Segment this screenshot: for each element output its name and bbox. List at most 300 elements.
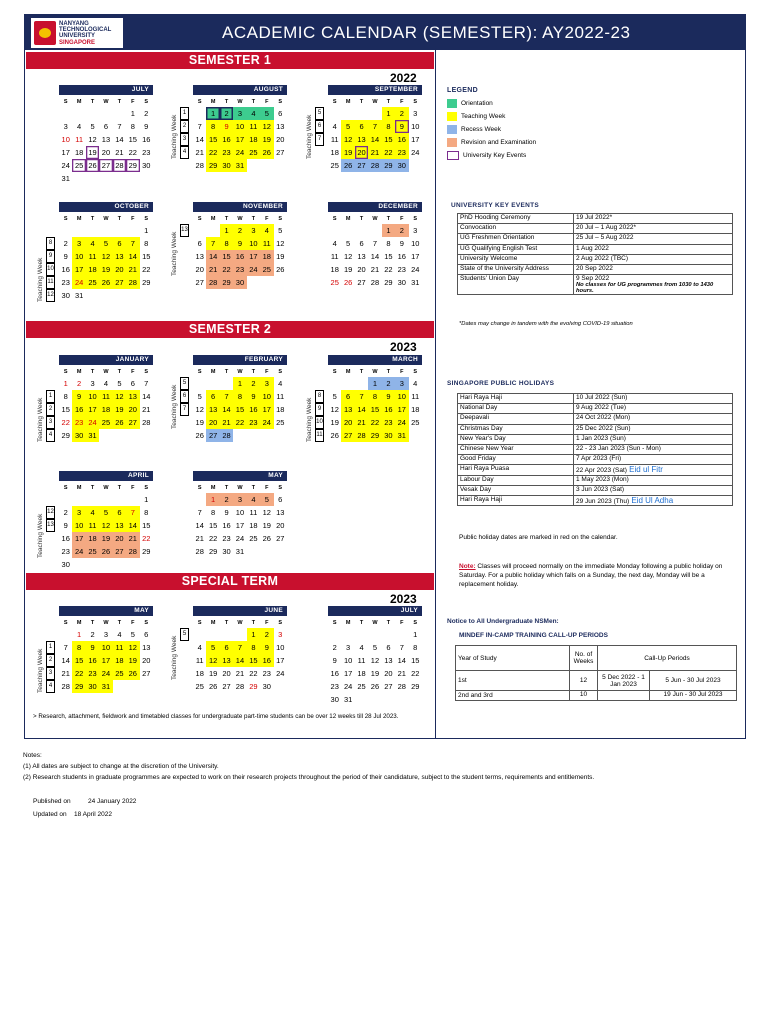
note-1: (1) All dates are subject to change at the discretion of the University. xyxy=(23,763,219,770)
month-header: JUNE xyxy=(193,606,287,616)
weekday-label: F xyxy=(131,620,135,626)
day-cell: 8 xyxy=(386,239,391,248)
day-cell: 1 xyxy=(130,109,135,118)
day-cell: 9 xyxy=(220,120,233,133)
day-cell: 20 xyxy=(276,135,285,144)
day-cell: 10 xyxy=(72,519,85,532)
day-cell: 17 xyxy=(61,148,70,157)
holiday-name: Deepavali xyxy=(458,414,574,424)
ns-header-periods: Call-Up Periods xyxy=(598,646,737,671)
day-cell: 2 xyxy=(247,377,260,390)
weekday-label: W xyxy=(103,620,109,626)
weekday-label: S xyxy=(63,216,68,222)
day-cell: 28 xyxy=(355,429,368,442)
empty-cell xyxy=(355,107,368,120)
day-cell: 6 xyxy=(144,630,149,639)
weekday-row xyxy=(193,618,287,628)
day-cell: 14 xyxy=(370,252,380,261)
day-cell: 25 xyxy=(260,263,273,276)
day-cell: 20 xyxy=(142,656,151,665)
day-cell: 7 xyxy=(220,390,233,403)
day-cell: 12 xyxy=(99,519,112,532)
day-cell: 18 xyxy=(99,403,112,416)
day-cell: 8 xyxy=(144,239,149,248)
holiday-row xyxy=(458,485,733,495)
day-cell: 29 xyxy=(208,547,218,556)
day-cell: 6 xyxy=(359,239,364,248)
day-cells xyxy=(193,107,287,172)
weekday-label: T xyxy=(386,369,391,375)
empty-cell xyxy=(368,628,381,641)
notes-title: Notes: xyxy=(23,752,42,759)
empty-cell xyxy=(355,628,368,641)
weekday-label: T xyxy=(359,216,364,222)
day-cell: 2 xyxy=(220,107,233,120)
ns-table xyxy=(455,645,737,701)
ns-header-weeks: No. of Weeks xyxy=(570,646,598,671)
day-cell: 25 xyxy=(86,276,99,289)
day-cell: 26 xyxy=(341,159,354,172)
weekday-label: T xyxy=(90,369,95,375)
day-cell: 22 xyxy=(249,669,258,678)
day-cell: 27 xyxy=(206,429,219,442)
key-event-row xyxy=(458,244,733,254)
day-cell: 23 xyxy=(330,682,339,691)
day-cell: 17 xyxy=(235,521,245,530)
day-cell: 24 xyxy=(235,534,245,543)
day-cell: 4 xyxy=(77,122,82,131)
key-event-date: 20 Jul – 1 Aug 2022* xyxy=(574,224,733,234)
day-cell: 27 xyxy=(99,159,112,172)
day-cell: 13 xyxy=(113,519,126,532)
day-cell: 15 xyxy=(206,133,219,146)
day-cell: 9 xyxy=(395,120,408,133)
empty-cell xyxy=(328,107,341,120)
holidays-note: Public holiday dates are marked in red on the calendar. xyxy=(459,534,618,541)
day-cell: 24 xyxy=(72,276,85,289)
day-cell: 21 xyxy=(61,669,70,678)
day-cell: 15 xyxy=(247,654,260,667)
day-cell: 30 xyxy=(395,159,408,172)
day-cell: 18 xyxy=(86,263,99,276)
day-cell: 1 xyxy=(144,495,149,504)
day-cell: 24 xyxy=(86,416,99,429)
ns-row-1-period-2: 5 Jun - 30 Jul 2023 xyxy=(650,671,737,691)
key-event-name: Students' Union Day xyxy=(458,275,574,295)
teaching-week-number: 2 xyxy=(180,120,189,133)
holiday-alias: Eid Ul Adha xyxy=(629,495,674,505)
day-cell: 14 xyxy=(397,656,406,665)
day-cell: 16 xyxy=(395,133,408,146)
weekday-label: T xyxy=(359,99,364,105)
legend-recess: Recess Week xyxy=(447,125,501,134)
weekday-label: S xyxy=(197,216,202,222)
day-cell: 25 xyxy=(247,146,260,159)
holiday-row xyxy=(458,455,733,465)
key-event-date: 20 Sep 2022 xyxy=(574,264,733,274)
day-cell: 8 xyxy=(382,120,395,133)
teaching-week-column xyxy=(46,237,55,302)
day-cell: 2 xyxy=(395,224,408,237)
day-cell: 13 xyxy=(355,133,368,146)
day-cell: 1 xyxy=(247,628,260,641)
key-event-row xyxy=(458,254,733,264)
day-cell: 18 xyxy=(249,521,258,530)
day-cell: 19 xyxy=(208,669,218,678)
day-cell: 25 xyxy=(276,418,285,427)
weekday-label: W xyxy=(103,99,109,105)
day-cell: 30 xyxy=(397,278,406,287)
day-cell: 4 xyxy=(86,506,99,519)
empty-cell xyxy=(126,224,139,237)
day-cell: 4 xyxy=(332,239,337,248)
weekday-label: T xyxy=(90,99,95,105)
day-cell: 17 xyxy=(72,532,85,545)
day-cell: 6 xyxy=(341,390,354,403)
empty-cell xyxy=(193,224,206,237)
weekday-label: S xyxy=(278,369,283,375)
day-cell: 25 xyxy=(86,545,99,558)
key-event-name: UG Freshmen Orientation xyxy=(458,234,574,244)
day-cell: 9 xyxy=(247,390,260,403)
day-cell: 8 xyxy=(211,508,216,517)
day-cell: 10 xyxy=(276,643,285,652)
day-cell: 6 xyxy=(220,641,233,654)
day-cell: 3 xyxy=(63,122,68,131)
day-cell: 6 xyxy=(355,120,368,133)
day-cell: 1 xyxy=(233,377,246,390)
day-cell: 23 xyxy=(72,416,85,429)
weekday-row xyxy=(328,618,422,628)
day-cells xyxy=(59,377,153,442)
weekday-label: S xyxy=(197,369,202,375)
teaching-week-number: 5 xyxy=(180,377,189,390)
empty-cell xyxy=(113,493,126,506)
weekday-label: T xyxy=(251,620,256,626)
teaching-week-number: 12 xyxy=(46,506,55,519)
day-cell: 27 xyxy=(195,278,204,287)
weekday-label: T xyxy=(359,369,364,375)
day-cell: 30 xyxy=(72,429,85,442)
day-cell: 8 xyxy=(130,122,135,131)
empty-cell xyxy=(126,493,139,506)
day-cell: 4 xyxy=(260,224,273,237)
weekday-label: S xyxy=(278,99,283,105)
teaching-week-number: 13 xyxy=(46,519,55,532)
day-cell: 6 xyxy=(130,379,135,388)
day-cells xyxy=(59,107,153,185)
teaching-week-number: 7 xyxy=(315,133,324,146)
day-cell: 19 xyxy=(113,403,126,416)
day-cell: 6 xyxy=(386,643,391,652)
day-cell: 26 xyxy=(260,146,273,159)
day-cell: 5 xyxy=(341,120,354,133)
day-cell: 6 xyxy=(113,237,126,250)
day-cell: 30 xyxy=(86,680,99,693)
day-cell: 1 xyxy=(382,224,395,237)
ns-subtitle: MINDEF IN-CAMP TRAINING CALL-UP PERIODS xyxy=(459,632,608,639)
day-cell: 21 xyxy=(355,416,368,429)
day-cell: 7 xyxy=(368,120,381,133)
day-cell: 5 xyxy=(99,237,112,250)
day-cell: 23 xyxy=(61,278,70,287)
day-cell: 6 xyxy=(206,390,219,403)
year-2022: 2022 xyxy=(390,71,417,85)
day-cell: 11 xyxy=(357,656,366,665)
day-cell: 5 xyxy=(117,379,122,388)
day-cell: 18 xyxy=(86,532,99,545)
weekday-label: S xyxy=(63,485,68,491)
day-cell: 22 xyxy=(142,534,151,543)
day-cell: 2 xyxy=(332,643,337,652)
day-cell: 23 xyxy=(86,667,99,680)
day-cell: 11 xyxy=(247,120,260,133)
empty-cell xyxy=(59,224,72,237)
holiday-date: 25 Dec 2022 (Sun) xyxy=(574,424,733,434)
day-cell: 24 xyxy=(395,416,408,429)
weekday-label: W xyxy=(372,369,378,375)
day-cell: 11 xyxy=(113,641,126,654)
weekday-label: S xyxy=(197,99,202,105)
day-cell: 27 xyxy=(384,682,393,691)
weekday-label: T xyxy=(224,99,229,105)
weekday-label: F xyxy=(131,216,135,222)
day-cell: 12 xyxy=(330,405,339,414)
day-cell: 5 xyxy=(90,122,95,131)
day-cell: 22 xyxy=(411,669,420,678)
teaching-week-number: 1 xyxy=(46,641,55,654)
day-cell: 23 xyxy=(247,416,260,429)
day-cell: 16 xyxy=(382,403,395,416)
day-cell: 19 xyxy=(276,252,285,261)
day-cell: 18 xyxy=(113,654,126,667)
day-cell: 20 xyxy=(126,403,139,416)
weekday-label: T xyxy=(224,485,229,491)
holiday-name: Good Friday xyxy=(458,455,574,465)
day-cell: 7 xyxy=(144,379,149,388)
month-header: MARCH xyxy=(328,355,422,365)
teaching-week-number: 5 xyxy=(315,107,324,120)
day-cell: 23 xyxy=(262,669,271,678)
weekday-label: M xyxy=(76,369,82,375)
month-june xyxy=(193,606,287,693)
weekday-row xyxy=(59,97,153,107)
day-cell: 6 xyxy=(103,122,109,131)
day-cell: 22 xyxy=(384,265,393,274)
holiday-name: Chinese New Year xyxy=(458,444,574,454)
day-cell: 13 xyxy=(384,656,393,665)
day-cell: 28 xyxy=(126,276,139,289)
weekday-label: T xyxy=(386,620,391,626)
holiday-name: Hari Raya Puasa xyxy=(458,465,574,475)
weekday-label: T xyxy=(224,216,229,222)
day-cell: 30 xyxy=(220,159,233,172)
empty-cell xyxy=(206,628,219,641)
empty-cell xyxy=(193,377,206,390)
weekday-label: T xyxy=(117,369,122,375)
holidays-classes-note: Note: Classes will proceed normally on the immediate Monday following a public holiday on Saturday. For a public holiday which falls on a Sunday, the next day, Monday will be a replacement holiday. xyxy=(459,563,723,588)
month-march xyxy=(328,355,422,442)
day-cell: 2 xyxy=(233,224,246,237)
weekday-label: F xyxy=(265,369,269,375)
day-cell: 24 xyxy=(233,146,246,159)
day-cell: 17 xyxy=(395,403,408,416)
weekday-label: F xyxy=(265,485,269,491)
weekday-row xyxy=(328,367,422,377)
day-cell: 16 xyxy=(61,534,70,543)
day-cell: 12 xyxy=(341,133,354,146)
teaching-week-column xyxy=(315,390,324,442)
weekday-label: W xyxy=(103,216,109,222)
day-cell: 3 xyxy=(395,377,408,390)
day-cell: 5 xyxy=(130,630,135,639)
holiday-name: Hari Raya Haji xyxy=(458,394,574,404)
month-july xyxy=(328,606,422,706)
day-cell: 14 xyxy=(142,392,151,401)
day-cell: 17 xyxy=(276,656,285,665)
weekday-label: M xyxy=(76,620,82,626)
day-cell: 7 xyxy=(126,506,139,519)
day-cell: 29 xyxy=(142,278,151,287)
day-cell: 23 xyxy=(382,416,395,429)
day-cell: 4 xyxy=(197,643,202,652)
day-cells xyxy=(193,377,287,442)
key-event-row xyxy=(458,214,733,224)
day-cell: 21 xyxy=(206,263,219,276)
day-cell: 10 xyxy=(72,250,85,263)
day-cell: 7 xyxy=(197,122,202,131)
day-cell: 13 xyxy=(142,643,151,652)
day-cell: 16 xyxy=(222,521,231,530)
union-day-note: No classes for UG programmes from 1030 to 1430 hours. xyxy=(576,282,714,295)
day-cell: 15 xyxy=(72,654,85,667)
day-cell: 12 xyxy=(88,135,97,144)
day-cell: 24 xyxy=(72,545,85,558)
empty-cell xyxy=(220,628,233,641)
day-cell: 4 xyxy=(278,379,283,388)
day-cell: 18 xyxy=(357,669,366,678)
day-cell: 13 xyxy=(113,250,126,263)
day-cell: 7 xyxy=(197,508,202,517)
day-cell: 31 xyxy=(61,174,70,183)
holiday-row xyxy=(458,465,733,475)
month-header: MAY xyxy=(59,606,153,616)
weekday-row xyxy=(328,97,422,107)
weekday-label: S xyxy=(63,99,68,105)
special-term-note: > Research, attachment, fieldwork and timetabled classes for undergraduate part-time students can be over 12 weeks till 28 Jul 2023. xyxy=(33,713,399,720)
weekday-label: S xyxy=(413,620,418,626)
day-cell: 2 xyxy=(90,630,95,639)
day-cell: 12 xyxy=(126,641,139,654)
day-cell: 10 xyxy=(395,390,408,403)
day-cell: 20 xyxy=(276,521,285,530)
day-cell: 15 xyxy=(61,405,70,414)
weekday-label: F xyxy=(131,485,135,491)
empty-cell xyxy=(193,628,206,641)
month-header: AUGUST xyxy=(193,85,287,95)
day-cell: 12 xyxy=(262,508,271,517)
day-cell: 2 xyxy=(382,377,395,390)
weekday-label: S xyxy=(63,369,68,375)
day-cell: 19 xyxy=(86,146,99,159)
weekday-label: M xyxy=(210,369,216,375)
column-divider xyxy=(435,50,436,739)
day-cells xyxy=(328,107,422,172)
day-cell: 29 xyxy=(368,429,381,442)
weekday-label: W xyxy=(237,485,243,491)
day-cell: 5 xyxy=(332,392,337,401)
day-cell: 25 xyxy=(195,682,204,691)
day-cell: 9 xyxy=(332,656,337,665)
weekday-label: T xyxy=(117,216,122,222)
day-cell: 3 xyxy=(72,506,85,519)
weekday-label: S xyxy=(332,369,337,375)
teaching-week-number: 4 xyxy=(180,146,189,159)
day-cell: 3 xyxy=(103,630,109,639)
day-cell: 8 xyxy=(63,392,68,401)
weekday-label: S xyxy=(278,620,283,626)
day-cell: 1 xyxy=(144,226,149,235)
weekday-label: S xyxy=(63,620,68,626)
weekday-label: T xyxy=(251,99,256,105)
day-cell: 10 xyxy=(247,237,260,250)
day-cell: 31 xyxy=(395,429,408,442)
day-cell: 12 xyxy=(206,654,219,667)
teaching-week-number: 9 xyxy=(46,250,55,263)
holiday-row xyxy=(458,475,733,485)
teaching-week-number: 2 xyxy=(46,403,55,416)
day-cell: 29 xyxy=(382,159,395,172)
day-cell: 3 xyxy=(413,109,418,118)
month-november xyxy=(193,202,287,289)
day-cell: 10 xyxy=(411,239,420,248)
teaching-week-label: Teaching Week xyxy=(171,635,178,680)
logo-line-4: SINGAPORE xyxy=(59,40,96,46)
day-cell: 3 xyxy=(413,226,418,235)
weekday-label: M xyxy=(345,369,351,375)
ntu-logo xyxy=(31,18,123,48)
teaching-week-number: 10 xyxy=(46,263,55,276)
empty-cell xyxy=(59,493,72,506)
day-cell: 27 xyxy=(357,278,366,287)
key-events-title: UNIVERSITY KEY EVENTS xyxy=(451,202,540,209)
empty-cell xyxy=(395,628,408,641)
day-cell: 19 xyxy=(262,521,271,530)
day-cell: 28 xyxy=(142,418,151,427)
day-cell: 5 xyxy=(372,643,378,652)
day-cell: 23 xyxy=(220,146,233,159)
day-cell: 27 xyxy=(113,545,126,558)
day-cell: 14 xyxy=(126,519,139,532)
day-cell: 13 xyxy=(195,252,204,261)
weekday-label: S xyxy=(332,216,337,222)
day-cell: 31 xyxy=(86,429,99,442)
day-cell: 24 xyxy=(343,682,353,691)
holiday-name: Labour Day xyxy=(458,475,574,485)
ns-row-2-weeks: 10 xyxy=(570,691,598,701)
published-date: 24 January 2022 xyxy=(88,798,137,805)
month-january xyxy=(59,355,153,442)
day-cell: 29 xyxy=(142,547,151,556)
day-cell: 16 xyxy=(233,250,246,263)
day-cell: 1 xyxy=(63,379,68,388)
day-cell: 19 xyxy=(343,265,353,274)
empty-cell xyxy=(328,224,341,237)
day-cell: 24 xyxy=(247,263,260,276)
weekday-row xyxy=(193,97,287,107)
updated-label: Updated on xyxy=(33,811,67,818)
day-cell: 17 xyxy=(99,654,112,667)
